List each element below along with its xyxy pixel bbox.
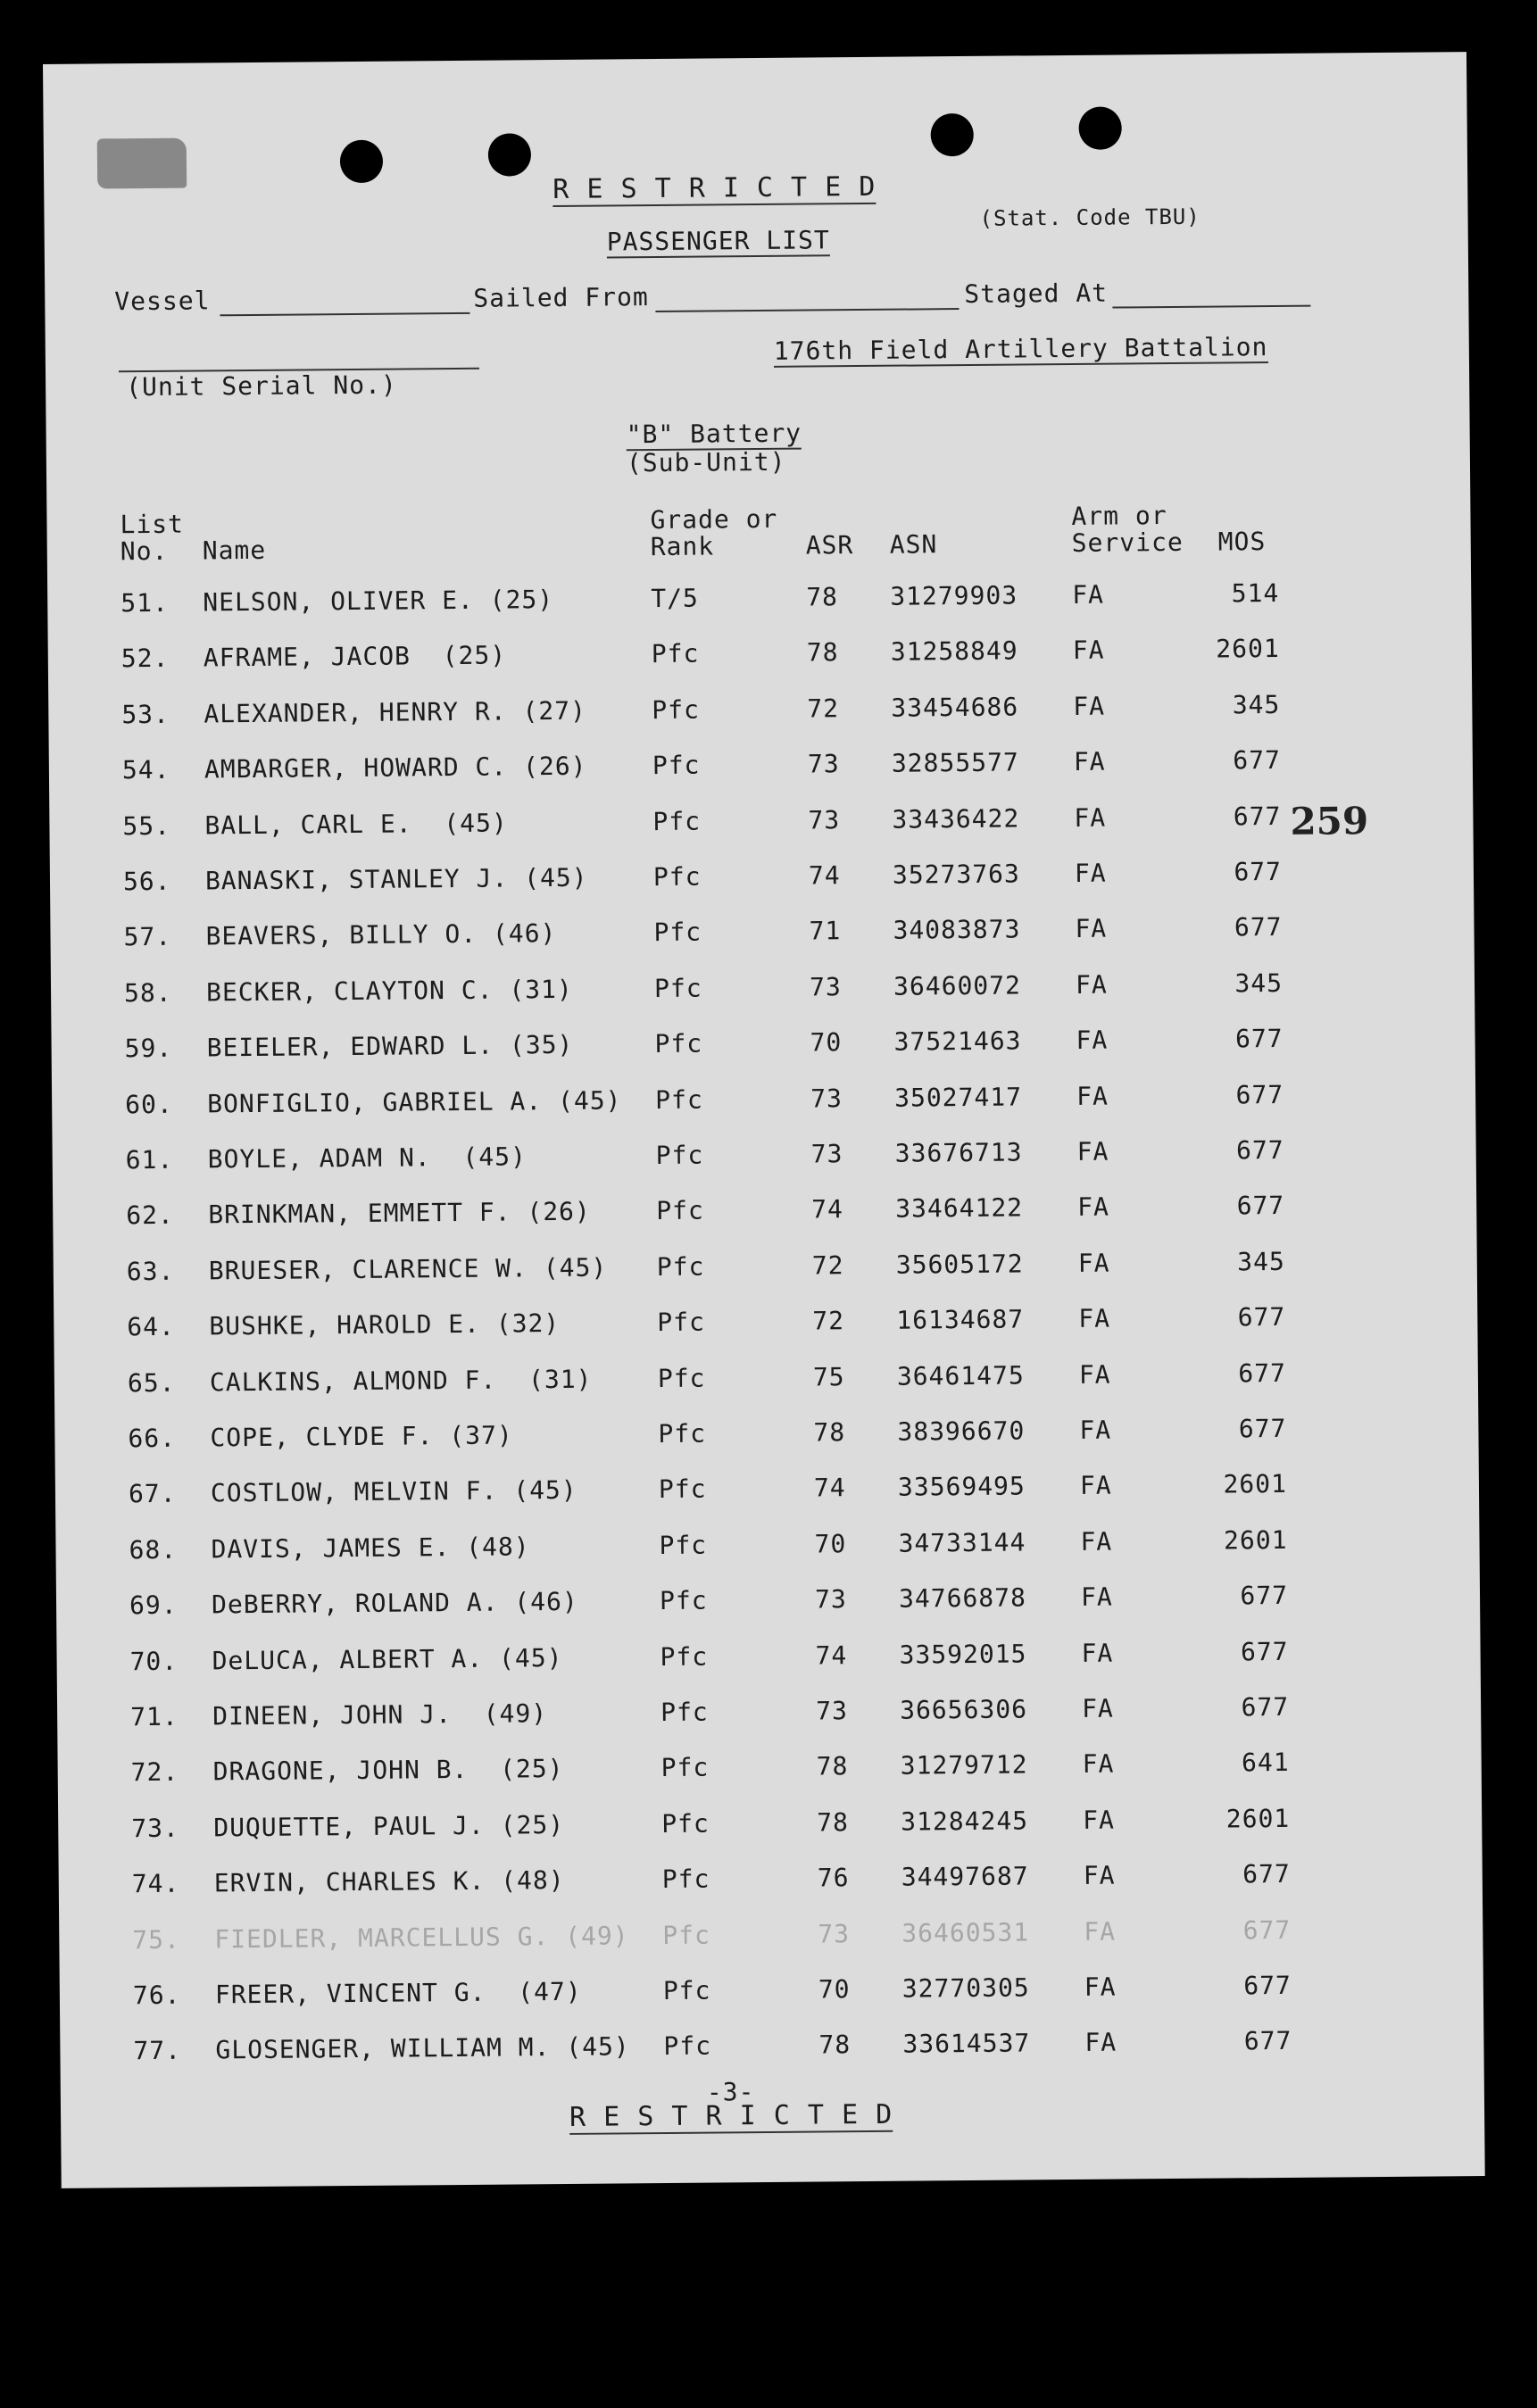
cell-asn: 32855577 — [891, 747, 1019, 778]
cell-asn: 36460531 — [901, 1917, 1030, 1948]
cell-ash: 71 — [809, 916, 842, 946]
cell-ash: 74 — [813, 1473, 846, 1503]
punch-hole — [340, 140, 383, 183]
cell-mos: 677 — [1233, 745, 1282, 776]
cell-no: 74. — [131, 1868, 180, 1899]
cell-arm: FA — [1084, 2027, 1117, 2058]
cell-grade: Pfc — [657, 1307, 706, 1338]
cell-arm: FA — [1081, 1638, 1114, 1668]
cell-no: 56. — [122, 866, 171, 897]
cell-name: BALL, CARL E. (45) — [204, 808, 508, 841]
cell-arm: FA — [1078, 1303, 1111, 1334]
cell-ash: 73 — [808, 804, 841, 835]
cell-no: 69. — [129, 1590, 178, 1621]
cell-mos: 2601 — [1225, 1803, 1291, 1834]
cell-arm: FA — [1075, 914, 1108, 944]
cell-no: 51. — [120, 587, 169, 619]
cell-grade: Pfc — [661, 1864, 710, 1895]
cell-ash: 73 — [814, 1584, 847, 1615]
restricted-footer: R E S T R I C T E D — [569, 2098, 893, 2133]
cell-ash: 74 — [811, 1194, 844, 1225]
cell-no: 72. — [130, 1757, 179, 1788]
cell-asn: 33436422 — [892, 803, 1020, 834]
cell-arm: FA — [1078, 1359, 1111, 1390]
cell-name: FIEDLER, MARCELLUS G. (49) — [214, 1920, 629, 1954]
table-row — [56, 1635, 1480, 1683]
table-row — [57, 1690, 1481, 1739]
cell-ash: 70 — [814, 1529, 847, 1559]
table-row — [55, 1467, 1479, 1515]
cell-arm: FA — [1072, 579, 1105, 610]
table-row — [49, 800, 1473, 848]
cell-grade: Pfc — [652, 861, 702, 893]
cell-grade: Pfc — [657, 1363, 706, 1393]
cell-arm: FA — [1084, 1972, 1117, 2002]
table-row — [50, 910, 1474, 959]
cell-no: 73. — [131, 1813, 179, 1844]
cell-asn: 33592015 — [899, 1639, 1027, 1670]
table-row — [49, 743, 1473, 792]
cell-name: BECKER, CLAYTON C. (31) — [205, 974, 573, 1008]
cell-arm: FA — [1076, 1025, 1109, 1056]
cell-arm: FA — [1080, 1582, 1113, 1613]
cell-mos: 677 — [1235, 1079, 1284, 1109]
col-asn: ASN — [889, 529, 938, 560]
table-row — [54, 1245, 1477, 1293]
cell-no: 68. — [129, 1534, 178, 1565]
cell-grade: T/5 — [651, 583, 699, 614]
table-row — [54, 1300, 1477, 1349]
cell-asn: 36461475 — [896, 1360, 1025, 1391]
cell-grade: Pfc — [652, 750, 701, 781]
table-row — [54, 1357, 1478, 1405]
cell-mos: 677 — [1238, 1358, 1286, 1388]
vessel-label: Vessel — [114, 286, 211, 317]
cell-asn: 31284245 — [901, 1806, 1029, 1837]
cell-grade: Pfc — [662, 1975, 711, 2006]
punch-hole — [488, 133, 531, 176]
cell-arm: FA — [1073, 746, 1106, 777]
col-mos: MOS — [1217, 527, 1267, 557]
cell-name: CALKINS, ALMOND F. (31) — [209, 1364, 593, 1398]
punch-hole — [1078, 106, 1121, 149]
cell-grade: Pfc — [660, 1697, 709, 1728]
table-row — [50, 855, 1474, 903]
cell-asn: 33464122 — [895, 1192, 1024, 1225]
cell-name: ALEXANDER, HENRY R. (27) — [204, 695, 587, 729]
cell-asn: 33676713 — [894, 1137, 1023, 1168]
cell-ash: 78 — [816, 1751, 849, 1781]
cell-grade: Pfc — [660, 1641, 709, 1672]
table-row — [58, 1802, 1482, 1850]
cell-arm: FA — [1076, 1136, 1109, 1167]
cell-mos: 345 — [1232, 689, 1281, 720]
cell-name: DeBERRY, ROLAND A. (46) — [211, 1587, 578, 1620]
cell-arm: FA — [1074, 802, 1107, 833]
cell-name: FREER, VINCENT G. (47) — [214, 1976, 582, 2010]
cell-name: DINEEN, JOHN J. (49) — [212, 1698, 548, 1731]
cell-grade: Pfc — [656, 1195, 704, 1226]
cell-arm: FA — [1081, 1693, 1114, 1723]
cell-grade: Pfc — [658, 1418, 707, 1449]
cell-no: 65. — [127, 1367, 176, 1398]
cell-ash: 73 — [810, 1083, 843, 1114]
cell-ash: 73 — [807, 749, 840, 779]
cell-mos: 677 — [1237, 1302, 1286, 1333]
cell-mos: 677 — [1236, 1191, 1285, 1221]
table-row — [59, 1914, 1483, 1962]
cell-ash: 74 — [815, 1640, 848, 1671]
cell-grade: Pfc — [659, 1585, 708, 1616]
table-row — [47, 577, 1471, 625]
cell-arm: FA — [1079, 1415, 1112, 1445]
cell-name: AFRAME, JACOB (25) — [203, 640, 507, 673]
cell-ash: 78 — [813, 1417, 846, 1448]
unit-name: 176th Field Artillery Battalion — [773, 332, 1268, 366]
cell-mos: 2601 — [1216, 634, 1280, 664]
list-title: PASSENGER LIST — [606, 225, 830, 257]
cell-grade: Pfc — [655, 1140, 704, 1171]
cell-mos: 677 — [1234, 1024, 1284, 1054]
table-row — [56, 1579, 1480, 1627]
cell-name: COPE, CLYDE F. (37) — [210, 1420, 513, 1453]
cell-asn: 37521463 — [893, 1025, 1022, 1057]
cell-name: NELSON, OLIVER E. (25) — [203, 585, 554, 618]
cell-grade: Pfc — [658, 1474, 707, 1505]
unit-serial-label: (Unit Serial No.) — [126, 370, 397, 403]
sub-unit-label: (Sub-Unit) — [626, 446, 786, 478]
sailed-from-label: Sailed From — [473, 282, 649, 313]
cell-name: COSTLOW, MELVIN F. (45) — [210, 1475, 577, 1508]
cell-name: BOYLE, ADAM N. (45) — [207, 1142, 528, 1175]
document-page — [43, 52, 1485, 2188]
table-row — [48, 632, 1472, 680]
vessel-field — [220, 312, 469, 316]
cell-no: 64. — [127, 1311, 176, 1342]
table-row — [60, 1969, 1483, 2017]
cell-no: 52. — [120, 644, 170, 674]
cell-no: 57. — [123, 922, 172, 952]
cell-mos: 2601 — [1223, 1469, 1288, 1499]
cell-ash: 72 — [811, 1250, 844, 1281]
cell-mos: 677 — [1234, 856, 1283, 887]
cell-ash: 73 — [809, 972, 842, 1002]
cell-grade: Pfc — [651, 638, 700, 669]
cell-grade: Pfc — [661, 1808, 710, 1839]
paper-tab — [97, 138, 187, 189]
cell-name: BRINKMAN, EMMETT F. (26) — [208, 1197, 591, 1230]
cell-arm: FA — [1080, 1526, 1113, 1557]
cell-mos: 677 — [1242, 1859, 1291, 1889]
cell-mos: 641 — [1241, 1748, 1290, 1778]
cell-grade: Pfc — [662, 1920, 711, 1950]
table-row — [53, 1189, 1476, 1237]
cell-mos: 677 — [1233, 801, 1282, 831]
cell-asn: 31279712 — [900, 1749, 1028, 1781]
cell-no: 71. — [130, 1701, 179, 1732]
table-row — [53, 1133, 1476, 1182]
cell-mos: 677 — [1241, 1691, 1290, 1723]
cell-name: BEIELER, EDWARD L. (35) — [206, 1030, 574, 1063]
cell-asn: 33454686 — [891, 692, 1019, 723]
cell-arm: FA — [1079, 1471, 1112, 1501]
cell-no: 75. — [132, 1924, 181, 1955]
cell-name: BANASKI, STANLEY J. (45) — [204, 862, 588, 896]
cell-arm: FA — [1083, 1860, 1116, 1891]
cell-arm: FA — [1074, 858, 1107, 888]
cell-asn: 33614537 — [902, 2028, 1031, 2060]
cell-asn: 36656306 — [899, 1694, 1028, 1725]
cell-arm: FA — [1077, 1248, 1110, 1278]
cell-name: AMBARGER, HOWARD C. (26) — [204, 751, 587, 785]
cell-mos: 677 — [1243, 2026, 1292, 2056]
cell-asn: 35273763 — [892, 859, 1020, 890]
table-row — [48, 688, 1472, 736]
col-arm-1: Arm or — [1071, 501, 1167, 531]
cell-grade: Pfc — [656, 1251, 705, 1282]
cell-ash: 78 — [806, 637, 839, 668]
cell-ash: 72 — [807, 693, 840, 724]
sub-unit-name: "B" Battery — [626, 418, 802, 450]
col-list-no-2: No. — [120, 536, 169, 567]
cell-name: BONFIGLIO, GABRIEL A. (45) — [207, 1084, 622, 1119]
cell-grade: Pfc — [652, 694, 701, 725]
cell-ash: 70 — [810, 1027, 843, 1058]
cell-arm: FA — [1077, 1192, 1110, 1223]
cell-name: DRAGONE, JOHN B. (25) — [212, 1754, 564, 1787]
cell-ash: 73 — [810, 1139, 843, 1169]
col-list-no-1: List — [120, 509, 185, 540]
cell-ash: 73 — [818, 1918, 851, 1949]
cell-ash: 78 — [817, 1806, 850, 1838]
cell-no: 58. — [123, 977, 172, 1009]
staged-at-field — [1112, 305, 1310, 309]
cell-asn: 34497687 — [901, 1861, 1029, 1892]
cell-mos: 677 — [1235, 1134, 1284, 1166]
cell-grade: Pfc — [659, 1530, 708, 1560]
cell-no: 60. — [125, 1089, 173, 1119]
table-row — [60, 2024, 1483, 2072]
cell-no: 66. — [128, 1423, 177, 1454]
cell-asn: 36460072 — [893, 970, 1022, 1001]
cell-no: 76. — [132, 1980, 181, 2011]
table-row — [54, 1412, 1478, 1460]
sailed-from-field — [655, 308, 959, 312]
cell-asn: 33569495 — [897, 1471, 1026, 1503]
cell-name: GLOSENGER, WILLIAM M. (45) — [215, 2031, 630, 2065]
cell-name: DeLUCA, ALBERT A. (45) — [212, 1642, 563, 1676]
cell-arm: FA — [1082, 1748, 1115, 1780]
cell-name: DAVIS, JAMES E. (48) — [211, 1532, 530, 1565]
cell-arm: FA — [1083, 1805, 1116, 1835]
table-row — [55, 1524, 1479, 1572]
cell-name: DUQUETTE, PAUL J. (25) — [213, 1809, 565, 1843]
staged-at-label: Staged At — [964, 278, 1109, 310]
cell-asn: 35027417 — [893, 1082, 1023, 1113]
cell-no: 70. — [129, 1646, 179, 1676]
page-number: 259 — [1290, 799, 1369, 843]
footer-page-label: -3- — [706, 2077, 755, 2107]
cell-arm: FA — [1076, 1081, 1109, 1111]
table-row — [58, 1746, 1482, 1794]
cell-no: 63. — [126, 1256, 175, 1287]
cell-arm: FA — [1073, 691, 1106, 721]
cell-ash: 75 — [812, 1361, 845, 1392]
cell-mos: 345 — [1237, 1246, 1285, 1277]
table-row — [51, 1022, 1475, 1070]
col-ash: ASR — [805, 530, 854, 560]
cell-ash: 78 — [806, 582, 839, 612]
cell-grade: Pfc — [663, 2030, 712, 2062]
cell-grade: Pfc — [652, 806, 702, 836]
restricted-header: R E S T R I C T E D — [552, 170, 877, 206]
cell-grade: Pfc — [660, 1752, 710, 1783]
cell-ash: 74 — [808, 860, 841, 891]
cell-grade: Pfc — [654, 1028, 703, 1059]
cell-asn: 34733144 — [898, 1527, 1026, 1558]
cell-grade: Pfc — [653, 973, 702, 1003]
cell-asn: 16134687 — [896, 1304, 1025, 1335]
cell-mos: 677 — [1234, 912, 1283, 942]
cell-mos: 677 — [1240, 1581, 1289, 1611]
col-grade-1: Grade or — [650, 503, 778, 536]
punch-hole — [931, 113, 974, 156]
col-grade-2: Rank — [650, 531, 715, 562]
cell-name: BRUESER, CLARENCE W. (45) — [208, 1252, 608, 1286]
cell-mos: 2601 — [1223, 1524, 1288, 1556]
cell-grade: Pfc — [653, 917, 702, 948]
cell-no: 59. — [124, 1033, 173, 1064]
table-row — [52, 1078, 1475, 1126]
cell-asn: 38396670 — [897, 1416, 1026, 1447]
cell-mos: 677 — [1240, 1636, 1289, 1666]
cell-asn: 34766878 — [898, 1582, 1027, 1614]
cell-ash: 73 — [815, 1696, 848, 1726]
cell-asn: 31258849 — [890, 635, 1018, 668]
cell-mos: 345 — [1234, 967, 1284, 999]
cell-no: 53. — [121, 699, 170, 730]
cell-no: 67. — [128, 1479, 177, 1509]
cell-no: 55. — [122, 810, 171, 841]
cell-arm: FA — [1084, 1916, 1117, 1947]
cell-ash: 78 — [818, 2030, 852, 2060]
cell-asn: 32770305 — [901, 1972, 1030, 2004]
cell-name: BUSHKE, HAROLD E. (32) — [209, 1308, 561, 1341]
cell-no: 61. — [125, 1144, 174, 1175]
cell-asn: 31279903 — [890, 580, 1018, 611]
cell-arm: FA — [1075, 969, 1108, 1000]
table-row — [59, 1857, 1483, 1906]
cell-mos: 514 — [1231, 577, 1280, 609]
cell-no: 77. — [133, 2036, 182, 2066]
cell-ash: 76 — [817, 1863, 850, 1893]
table-row — [51, 967, 1475, 1015]
cell-name: ERVIN, CHARLES K. (48) — [213, 1865, 565, 1898]
cell-ash: 72 — [812, 1306, 845, 1336]
cell-mos: 677 — [1243, 1970, 1292, 2001]
cell-name: BEAVERS, BILLY O. (46) — [205, 918, 557, 951]
cell-asn: 34083873 — [893, 914, 1021, 946]
cell-grade: Pfc — [655, 1084, 703, 1115]
col-arm-2: Service — [1071, 527, 1184, 558]
cell-no: 62. — [126, 1200, 174, 1231]
cell-ash: 70 — [818, 1974, 851, 2005]
cell-mos: 677 — [1242, 1914, 1292, 1945]
cell-mos: 677 — [1238, 1413, 1287, 1444]
col-name: Name — [202, 535, 267, 566]
cell-no: 54. — [121, 754, 170, 785]
cell-asn: 35605172 — [895, 1249, 1024, 1280]
cell-arm: FA — [1072, 635, 1105, 666]
stat-code: (Stat. Code TBU) — [979, 203, 1201, 231]
